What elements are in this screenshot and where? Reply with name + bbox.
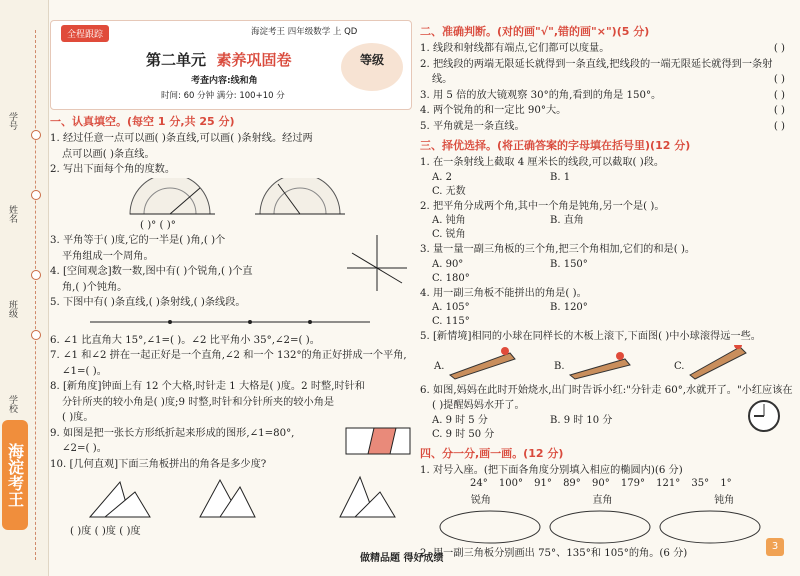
section-3-title: 三、择优选择。(将正确答案的字母填在括号里)(12 分)	[420, 139, 691, 152]
right-column	[420, 20, 793, 562]
angle-list: 24° 100° 91° 89° 90° 179° 121° 35° 1°	[470, 478, 732, 489]
exam-header	[50, 20, 412, 110]
question-1-cont: 点可以画( )条直线。	[62, 148, 155, 160]
grade-box: 等级	[341, 43, 403, 91]
left-column	[50, 20, 412, 540]
book-info: 海淀考王 四年级数学 上 QD	[251, 27, 358, 37]
choice-1-options: A. 2 B. 1C. 无数	[432, 171, 571, 197]
task-2: 2. 用一副三角板分别画出 75°、135°和 105°的角。(6 分)	[420, 548, 688, 559]
angle-figure	[342, 233, 412, 293]
choice-6-cont: ( )提醒妈妈水开了。	[432, 400, 525, 411]
choice-6-options: A. 9 时 5 分 B. 9 时 10 分C. 9 时 50 分	[432, 414, 613, 440]
judge-2-cont: 线。 ( )	[432, 74, 785, 85]
question-3-block	[50, 233, 412, 264]
school-label: 学校	[7, 395, 17, 413]
exam-scope: 考查内容:线和角	[191, 76, 258, 86]
question-7: 7. ∠1 和∠2 拼在一起正好是一个直角,∠2 和一个 132°的角正好拼成一个平角,	[50, 350, 407, 361]
question-3-cont: 平角组成一个周角。	[62, 250, 154, 262]
question-2-answers: ( )° ( )°	[140, 219, 176, 231]
binding-hole-icon	[31, 330, 41, 340]
judge-2: 2. 把线段的两端无限延长就得到一条直线,把线段的一端无限延长就得到一条射	[420, 58, 773, 70]
question-9-block	[50, 426, 412, 457]
choice-4: 4. 用一副三角板不能拼出的角是( )。	[420, 287, 587, 299]
question-2: 2. 写出下面每个角的度数。	[50, 164, 176, 175]
question-7-cont: ∠1=( )。	[62, 365, 107, 377]
question-9-cont: ∠2=( )。	[62, 443, 107, 454]
question-3: 3. 平角等于( )度,它的一半是( )角,( )个	[50, 235, 226, 246]
judge-5: 5. 平角就是一条直线。 ( )	[420, 120, 785, 132]
judge-1: 1. 线段和射线都有端点,它们都可以度量。 ( )	[420, 43, 785, 54]
judge-3: 3. 用 5 倍的放大镜观察 30°的角,看到的角是 150°。 ( )	[420, 89, 785, 101]
question-8-cont: 分针所夹的较小角是( )度;9 时整,时针和分针所夹的较小角是	[62, 396, 335, 408]
folded-paper-figure	[344, 426, 412, 456]
footer-slogan: 做精品题 得好成绩	[360, 553, 444, 564]
task-1: 1. 对号入座。(把下面各角度分别填入相应的椭圆内)(6 分)	[420, 464, 683, 476]
choice-3: 3. 量一量一副三角板的三个角,把三个角相加,它们的和是( )。	[420, 244, 696, 255]
question-9: 9. 如图是把一张长方形纸折起来形成的图形,∠1=80°,	[50, 427, 295, 439]
section-1-title: 一、认真填空。(每空 1 分,共 25 分)	[50, 115, 235, 128]
question-6: 6. ∠1 比直角大 15°,∠1=( )。∠2 比平角小 35°,∠2=( )。	[50, 334, 320, 346]
series-tag: 全程跟踪	[61, 25, 109, 42]
name-label: 姓名	[7, 205, 17, 223]
ellipse-labels: 锐角 直角 钝角	[470, 495, 735, 506]
class-label: 班级	[7, 300, 17, 318]
question-10-answers: ( )度 ( )度 ( )度	[70, 526, 141, 537]
page-title: 第二单元 素养巩固卷	[146, 51, 292, 69]
section-4-title: 四、分一分,画一画。(12 分)	[420, 446, 564, 460]
line-figure	[50, 311, 412, 333]
choice-6: 6. 如图,妈妈在此时开始烧水,出门时告诉小红:"分针走 60°,水就开了。"小红应该在	[420, 384, 793, 396]
binding-hole-icon	[31, 130, 41, 140]
question-1: 1. 经过任意一点可以画( )条直线,可以画( )条射线。经过两	[50, 133, 313, 144]
page-number: 3	[766, 538, 784, 556]
choice-2-options: A. 钝角 B. 直角C. 锐角	[432, 215, 584, 240]
binding-strip	[0, 0, 49, 576]
choice-4-options: A. 105° B. 120°C. 115°	[432, 302, 588, 327]
question-4: 4. [空间观念]数一数,图中有( )个锐角,( )个直	[50, 266, 253, 277]
triangle-figures	[50, 472, 412, 524]
student-id-label: 学号	[7, 112, 17, 130]
question-5: 5. 下图中有( )条直线,( )条射线,( )条线段。	[50, 297, 246, 308]
binding-hole-icon	[31, 190, 41, 200]
protractor-figures	[50, 178, 412, 218]
sorting-ellipses	[420, 508, 785, 546]
choice-6-block	[420, 383, 793, 442]
choice-3-options: A. 90° B. 150°C. 180°	[432, 258, 588, 284]
question-4-cont: 角,( )个钝角。	[62, 281, 128, 293]
choice-5: 5. [新情境]相同的小球在同样长的木板上滚下,下面图( )中小球滚得远一些。	[420, 331, 761, 342]
brand-logo: 海淀考王	[2, 420, 28, 530]
clock-icon	[747, 399, 781, 433]
binding-hole-icon	[31, 270, 41, 280]
exam-meta: 时间: 60 分钟 满分: 100+10 分	[161, 91, 285, 101]
question-8-cont2: ( )度。	[62, 412, 94, 423]
judge-4: 4. 两个锐角的和一定比 90°大。 ( )	[420, 105, 785, 116]
section-2-title: 二、准确判断。(对的画"√",错的画"×")(5 分)	[420, 25, 650, 38]
choice-1: 1. 在一条射线上截取 4 厘米长的线段,可以截取( )段。	[420, 157, 665, 168]
cut-line	[35, 30, 36, 560]
question-10: 10. [几何直观]下面三角板拼出的角各是多少度?	[50, 458, 267, 470]
ramp-figures: A. B. C.	[420, 345, 785, 383]
choice-2: 2. 把平角分成两个角,其中一个角是钝角,另一个是( )。	[420, 200, 665, 212]
question-8: 8. [新角度]钟面上有 12 个大格,时针走 1 大格是( )度。2 时整,时针和	[50, 381, 365, 392]
